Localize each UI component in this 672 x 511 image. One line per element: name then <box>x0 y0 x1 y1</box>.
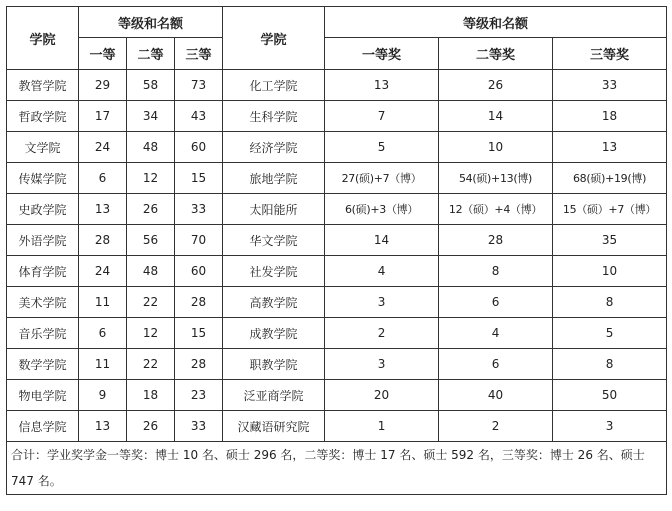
quota-cell: 13 <box>325 70 439 101</box>
quota-cell: 48 <box>127 256 175 287</box>
quota-cell: 17 <box>79 101 127 132</box>
college-name-cell: 史政学院 <box>7 194 79 225</box>
college-name-cell: 成教学院 <box>223 318 325 349</box>
quota-cell: 43 <box>175 101 223 132</box>
scholarship-quota-table <box>6 6 667 495</box>
quota-cell: 28 <box>79 225 127 256</box>
table-row <box>7 349 667 380</box>
table-row <box>7 132 667 163</box>
quota-cell: 9 <box>79 380 127 411</box>
quota-cell: 56 <box>127 225 175 256</box>
award-table-container <box>6 6 667 495</box>
quota-cell: 26 <box>439 70 553 101</box>
quota-cell: 26 <box>127 411 175 442</box>
college-name-cell: 音乐学院 <box>7 318 79 349</box>
quota-cell: 68(硕)+19(博) <box>553 163 667 194</box>
col-header-grade-quota-2: 等级和名额 <box>325 7 667 38</box>
quota-cell: 8 <box>553 349 667 380</box>
college-name-cell: 美术学院 <box>7 287 79 318</box>
quota-cell: 15（硕）+7（博） <box>553 194 667 225</box>
col-header-first-class: 一等 <box>79 38 127 70</box>
college-name-cell: 信息学院 <box>7 411 79 442</box>
quota-cell: 8 <box>553 287 667 318</box>
quota-cell: 22 <box>127 349 175 380</box>
college-name-cell: 汉藏语研究院 <box>223 411 325 442</box>
table-row <box>7 70 667 101</box>
quota-cell: 15 <box>175 163 223 194</box>
quota-cell: 26 <box>127 194 175 225</box>
quota-cell: 33 <box>175 194 223 225</box>
table-row <box>7 318 667 349</box>
college-name-cell: 经济学院 <box>223 132 325 163</box>
quota-cell: 18 <box>553 101 667 132</box>
quota-cell: 29 <box>79 70 127 101</box>
quota-cell: 14 <box>439 101 553 132</box>
quota-cell: 11 <box>79 287 127 318</box>
header-row-1 <box>7 7 667 38</box>
college-name-cell: 社发学院 <box>223 256 325 287</box>
quota-cell: 4 <box>325 256 439 287</box>
quota-cell: 24 <box>79 256 127 287</box>
quota-cell: 6 <box>439 287 553 318</box>
quota-cell: 28 <box>175 287 223 318</box>
quota-cell: 2 <box>439 411 553 442</box>
college-name-cell: 华文学院 <box>223 225 325 256</box>
quota-cell: 58 <box>127 70 175 101</box>
col-header-grade-quota: 等级和名额 <box>79 7 223 38</box>
quota-cell: 22 <box>127 287 175 318</box>
quota-cell: 73 <box>175 70 223 101</box>
summary-row <box>7 442 667 495</box>
quota-cell: 33 <box>175 411 223 442</box>
college-name-cell: 体育学院 <box>7 256 79 287</box>
quota-cell: 6 <box>79 163 127 194</box>
summary-text: 合计：学业奖学金一等奖：博士 10 名、硕士 296 名，二等奖：博士 17 名、硕士 592 名，三等奖：博士 26 名、硕士 747 名。 <box>7 442 667 495</box>
quota-cell: 48 <box>127 132 175 163</box>
col-header-second-class: 二等 <box>127 38 175 70</box>
col-header-first-prize: 一等奖 <box>325 38 439 70</box>
quota-cell: 6(硕)+3（博） <box>325 194 439 225</box>
quota-cell: 60 <box>175 132 223 163</box>
quota-cell: 27(硕)+7（博） <box>325 163 439 194</box>
college-name-cell: 传媒学院 <box>7 163 79 194</box>
col-header-third-prize: 三等奖 <box>553 38 667 70</box>
quota-cell: 35 <box>553 225 667 256</box>
quota-cell: 20 <box>325 380 439 411</box>
quota-cell: 12（硕）+4（博） <box>439 194 553 225</box>
table-row <box>7 411 667 442</box>
college-name-cell: 化工学院 <box>223 70 325 101</box>
college-name-cell: 教管学院 <box>7 70 79 101</box>
college-name-cell: 哲政学院 <box>7 101 79 132</box>
quota-cell: 10 <box>553 256 667 287</box>
table-row <box>7 287 667 318</box>
quota-cell: 70 <box>175 225 223 256</box>
quota-cell: 1 <box>325 411 439 442</box>
college-name-cell: 生科学院 <box>223 101 325 132</box>
quota-cell: 6 <box>79 318 127 349</box>
quota-cell: 8 <box>439 256 553 287</box>
quota-cell: 13 <box>553 132 667 163</box>
quota-cell: 12 <box>127 318 175 349</box>
college-name-cell: 数学学院 <box>7 349 79 380</box>
quota-cell: 11 <box>79 349 127 380</box>
table-row <box>7 225 667 256</box>
quota-cell: 3 <box>325 349 439 380</box>
quota-cell: 15 <box>175 318 223 349</box>
quota-cell: 2 <box>325 318 439 349</box>
college-name-cell: 文学院 <box>7 132 79 163</box>
col-header-third-class: 三等 <box>175 38 223 70</box>
table-row <box>7 380 667 411</box>
quota-cell: 13 <box>79 411 127 442</box>
quota-cell: 12 <box>127 163 175 194</box>
quota-cell: 40 <box>439 380 553 411</box>
quota-cell: 7 <box>325 101 439 132</box>
table-row <box>7 101 667 132</box>
quota-cell: 24 <box>79 132 127 163</box>
quota-cell: 34 <box>127 101 175 132</box>
quota-cell: 54(硕)+13(博) <box>439 163 553 194</box>
college-name-cell: 高教学院 <box>223 287 325 318</box>
col-header-second-prize: 二等奖 <box>439 38 553 70</box>
quota-cell: 13 <box>79 194 127 225</box>
quota-cell: 3 <box>325 287 439 318</box>
quota-cell: 4 <box>439 318 553 349</box>
college-name-cell: 旅地学院 <box>223 163 325 194</box>
table-row <box>7 194 667 225</box>
quota-cell: 28 <box>175 349 223 380</box>
college-name-cell: 职教学院 <box>223 349 325 380</box>
col-header-college-2: 学院 <box>223 7 325 70</box>
quota-cell: 3 <box>553 411 667 442</box>
quota-cell: 5 <box>325 132 439 163</box>
header-row-2 <box>7 38 667 70</box>
quota-cell: 33 <box>553 70 667 101</box>
quota-cell: 23 <box>175 380 223 411</box>
college-name-cell: 物电学院 <box>7 380 79 411</box>
col-header-college: 学院 <box>7 7 79 70</box>
quota-cell: 28 <box>439 225 553 256</box>
quota-cell: 50 <box>553 380 667 411</box>
table-row <box>7 163 667 194</box>
table-row <box>7 256 667 287</box>
college-name-cell: 外语学院 <box>7 225 79 256</box>
college-name-cell: 泛亚商学院 <box>223 380 325 411</box>
quota-cell: 14 <box>325 225 439 256</box>
quota-cell: 5 <box>553 318 667 349</box>
quota-cell: 6 <box>439 349 553 380</box>
quota-cell: 10 <box>439 132 553 163</box>
quota-cell: 60 <box>175 256 223 287</box>
college-name-cell: 太阳能所 <box>223 194 325 225</box>
quota-cell: 18 <box>127 380 175 411</box>
